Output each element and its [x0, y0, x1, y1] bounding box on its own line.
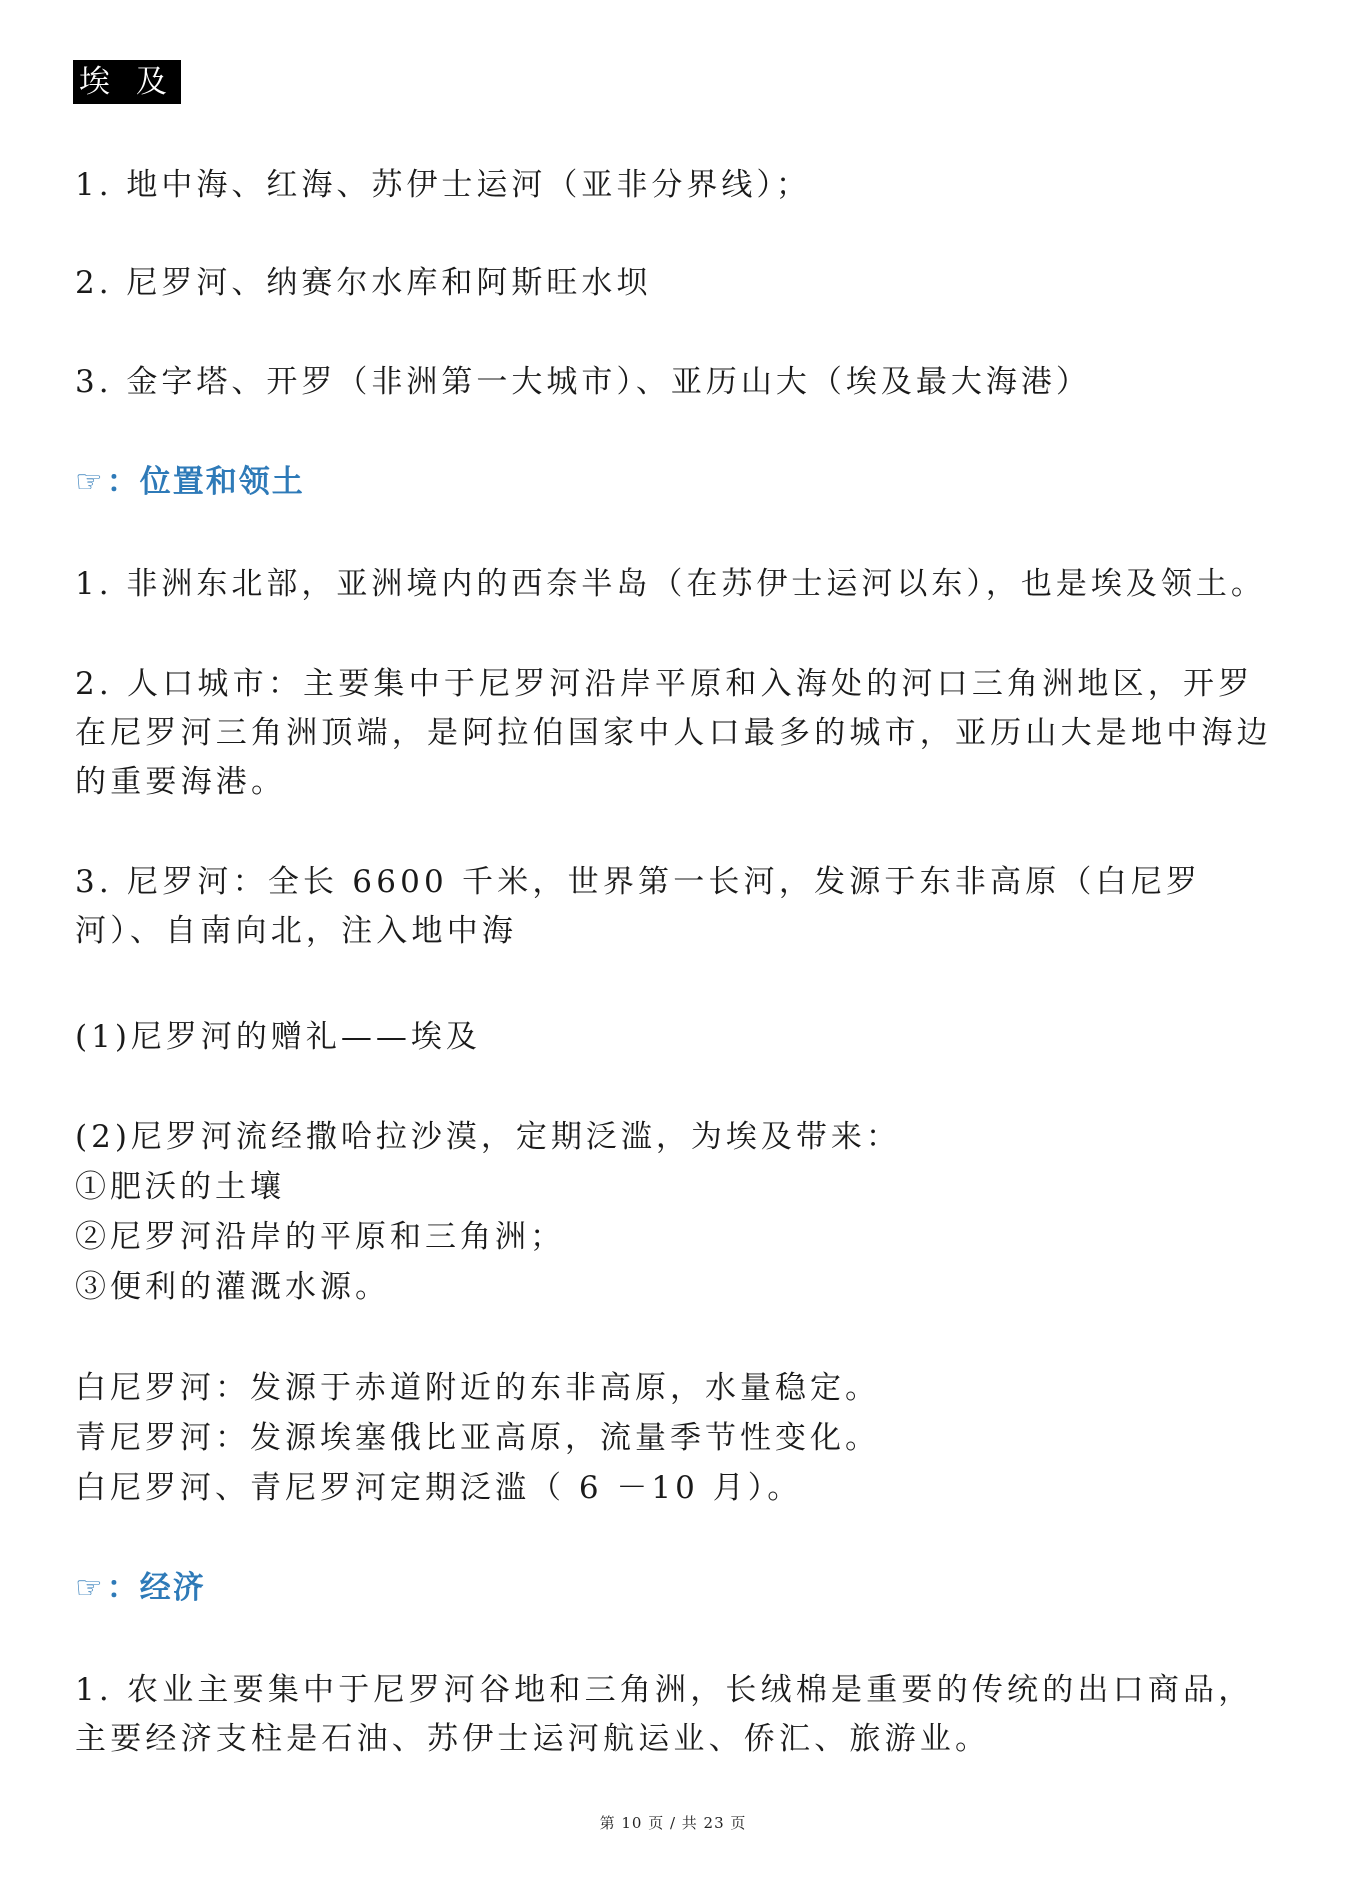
location-sub-2b: ②尼罗河沿岸的平原和三角洲；: [75, 1219, 565, 1255]
location-item-1: 1. 非洲东北部，亚洲境内的西奈半岛（在苏伊士运河以东），也是埃及领土。: [75, 566, 1266, 602]
page-title: 埃 及: [73, 60, 181, 104]
pointing-hand-icon: ☞: [75, 1570, 105, 1606]
location-sub-2c: ③便利的灌溉水源。: [75, 1269, 390, 1305]
intro-item-1: 1. 地中海、红海、苏伊士运河（亚非分界线）；: [75, 167, 811, 203]
page-footer: 第 10 页 / 共 23 页: [599, 1814, 747, 1832]
intro-item-3: 3. 金字塔、开罗（非洲第一大城市）、亚历山大（埃及最大海港）: [75, 364, 1091, 400]
location-item-3: 3. 尼罗河：全长 6600 千米，世界第一长河，发源于东非高原（白尼罗河）、自南向北，注入地中海: [75, 864, 1202, 949]
section-heading-text: ：位置和领土: [106, 464, 305, 500]
section-heading-location: [75, 462, 305, 502]
location-sub-1: (1)尼罗河的赠礼——埃及: [75, 1019, 481, 1055]
pointing-hand-icon: ☞: [75, 464, 105, 500]
economy-item-1: 1. 农业主要集中于尼罗河谷地和三角洲，长绒棉是重要的传统的出口商品，主要经济支柱是石油、苏伊士运河航运业、侨汇、旅游业。: [75, 1672, 1254, 1757]
section-heading-text: ：经济: [106, 1570, 206, 1606]
location-sub-2: (2)尼罗河流经撒哈拉沙漠，定期泛滥，为埃及带来：: [75, 1119, 901, 1155]
intro-item-2: 2. 尼罗河、纳赛尔水库和阿斯旺水坝: [75, 265, 652, 301]
blue-nile-note: 青尼罗河：发源埃塞俄比亚高原，流量季节性变化。: [75, 1420, 880, 1456]
white-nile-note: 白尼罗河：发源于赤道附近的东非高原，水量稳定。: [75, 1370, 880, 1406]
location-sub-2a: ①肥沃的土壤: [75, 1169, 285, 1205]
flood-note: 白尼罗河、青尼罗河定期泛滥（ 6 －10 月）。: [75, 1470, 803, 1506]
section-heading-economy: [75, 1568, 206, 1608]
location-item-2: 2. 人口城市：主要集中于尼罗河沿岸平原和入海处的河口三角洲地区，开罗在尼罗河三角洲顶端，是阿拉伯国家中人口最多的城市，亚历山大是地中海边的重要海港。: [75, 666, 1272, 800]
